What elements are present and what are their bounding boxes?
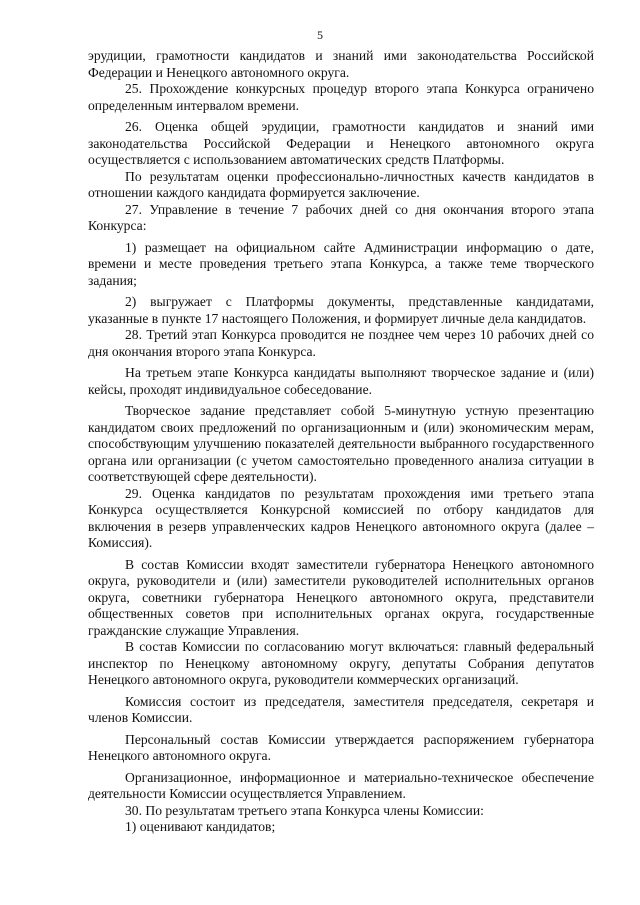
paragraph-29: 29. Оценка кандидатов по результатам прохождения ими третьего этапа Конкурса осуществляется Конкурсной комиссией по отбору кандидатов для включения в резерв управленческих кадров Ненецкого автономного округа (далее – Комиссия). bbox=[88, 485, 594, 550]
paragraph-30-item-1: 1) оценивают кандидатов; bbox=[125, 819, 276, 834]
paragraph-continuation: эрудиции, грамотности кандидатов и знаний ими законодательства Российской Федерации и Ненецкого автономного округа. bbox=[88, 48, 594, 80]
paragraph-27-item-2: 2) выгружает с Платформы документы, представленные кандидатами, указанные в пункте 17 настоящего Положения, и формирует личные дела кандидатов. bbox=[88, 294, 594, 326]
paragraph-25: 25. Прохождение конкурсных процедур второго этапа Конкурса ограничено определенным интервалом времени. bbox=[88, 81, 594, 113]
document-body bbox=[88, 48, 594, 836]
paragraph-commission-support: Организационное, информационное и материально-техническое обеспечение деятельности Комиссии осуществляется Управлением. bbox=[88, 769, 594, 801]
paragraph-26: 26. Оценка общей эрудиции, грамотности кандидатов и знаний ими законодательства Российской Федерации и Ненецкого автономного округа осуществляется с использованием автоматических средств Платформы. bbox=[88, 119, 594, 167]
paragraph-commission-personnel: Персональный состав Комиссии утверждается распоряжением губернатора Ненецкого автономного округа. bbox=[88, 731, 594, 763]
paragraph-third-stage: На третьем этапе Конкурса кандидаты выполняют творческое задание и (или) кейсы, проходят индивидуальное собеседование. bbox=[88, 365, 594, 397]
paragraph-creative-task: Творческое задание представляет собой 5-минутную устную презентацию кандидатом своих предложений по организационным и (или) экономическим мерам, способствующим улучшению показателей деятельности выбранного государственного органа или организации (с учетом самостоятельно проведенного анализа ситуации в соответствующей сфере деятельности). bbox=[88, 403, 594, 484]
paragraph-27: 27. Управление в течение 7 рабочих дней со дня окончания второго этапа Конкурса: bbox=[88, 201, 594, 233]
paragraph-commission-structure: Комиссия состоит из председателя, заместителя председателя, секретаря и членов Комиссии. bbox=[88, 693, 594, 725]
paragraph-30: 30. По результатам третьего этапа Конкурса члены Комиссии: bbox=[125, 802, 484, 818]
page-number: 5 bbox=[317, 28, 323, 42]
paragraph-27-item-1: 1) размещает на официальном сайте Администрации информацию о дате, времени и месте проведения третьего этапа Конкурса, а также теме творческого задания; bbox=[88, 239, 594, 288]
paragraph-commission-agreement: В состав Комиссии по согласованию могут включаться: главный федеральный инспектор по Ненецкому автономному округу, депутаты Собрания депутатов Ненецкого автономного округа, руководители коммерческих организаций. bbox=[88, 639, 594, 687]
paragraph-conclusion: По результатам оценки профессионально-личностных качеств кандидатов в отношении каждого кандидата формируется заключение. bbox=[88, 168, 594, 200]
paragraph-commission-members: В состав Комиссии входят заместители губернатора Ненецкого автономного округа, руководители и (или) заместители руководителей исполнительных органов округа, советники губернатора Ненецкого автономного округа, представители общественных советов при исполнительных органах округа, государственные гражданские служащие Управления. bbox=[88, 556, 594, 638]
paragraph-28: 28. Третий этап Конкурса проводится не позднее чем через 10 рабочих дней со дня окончания второго этапа Конкурса. bbox=[88, 327, 594, 359]
